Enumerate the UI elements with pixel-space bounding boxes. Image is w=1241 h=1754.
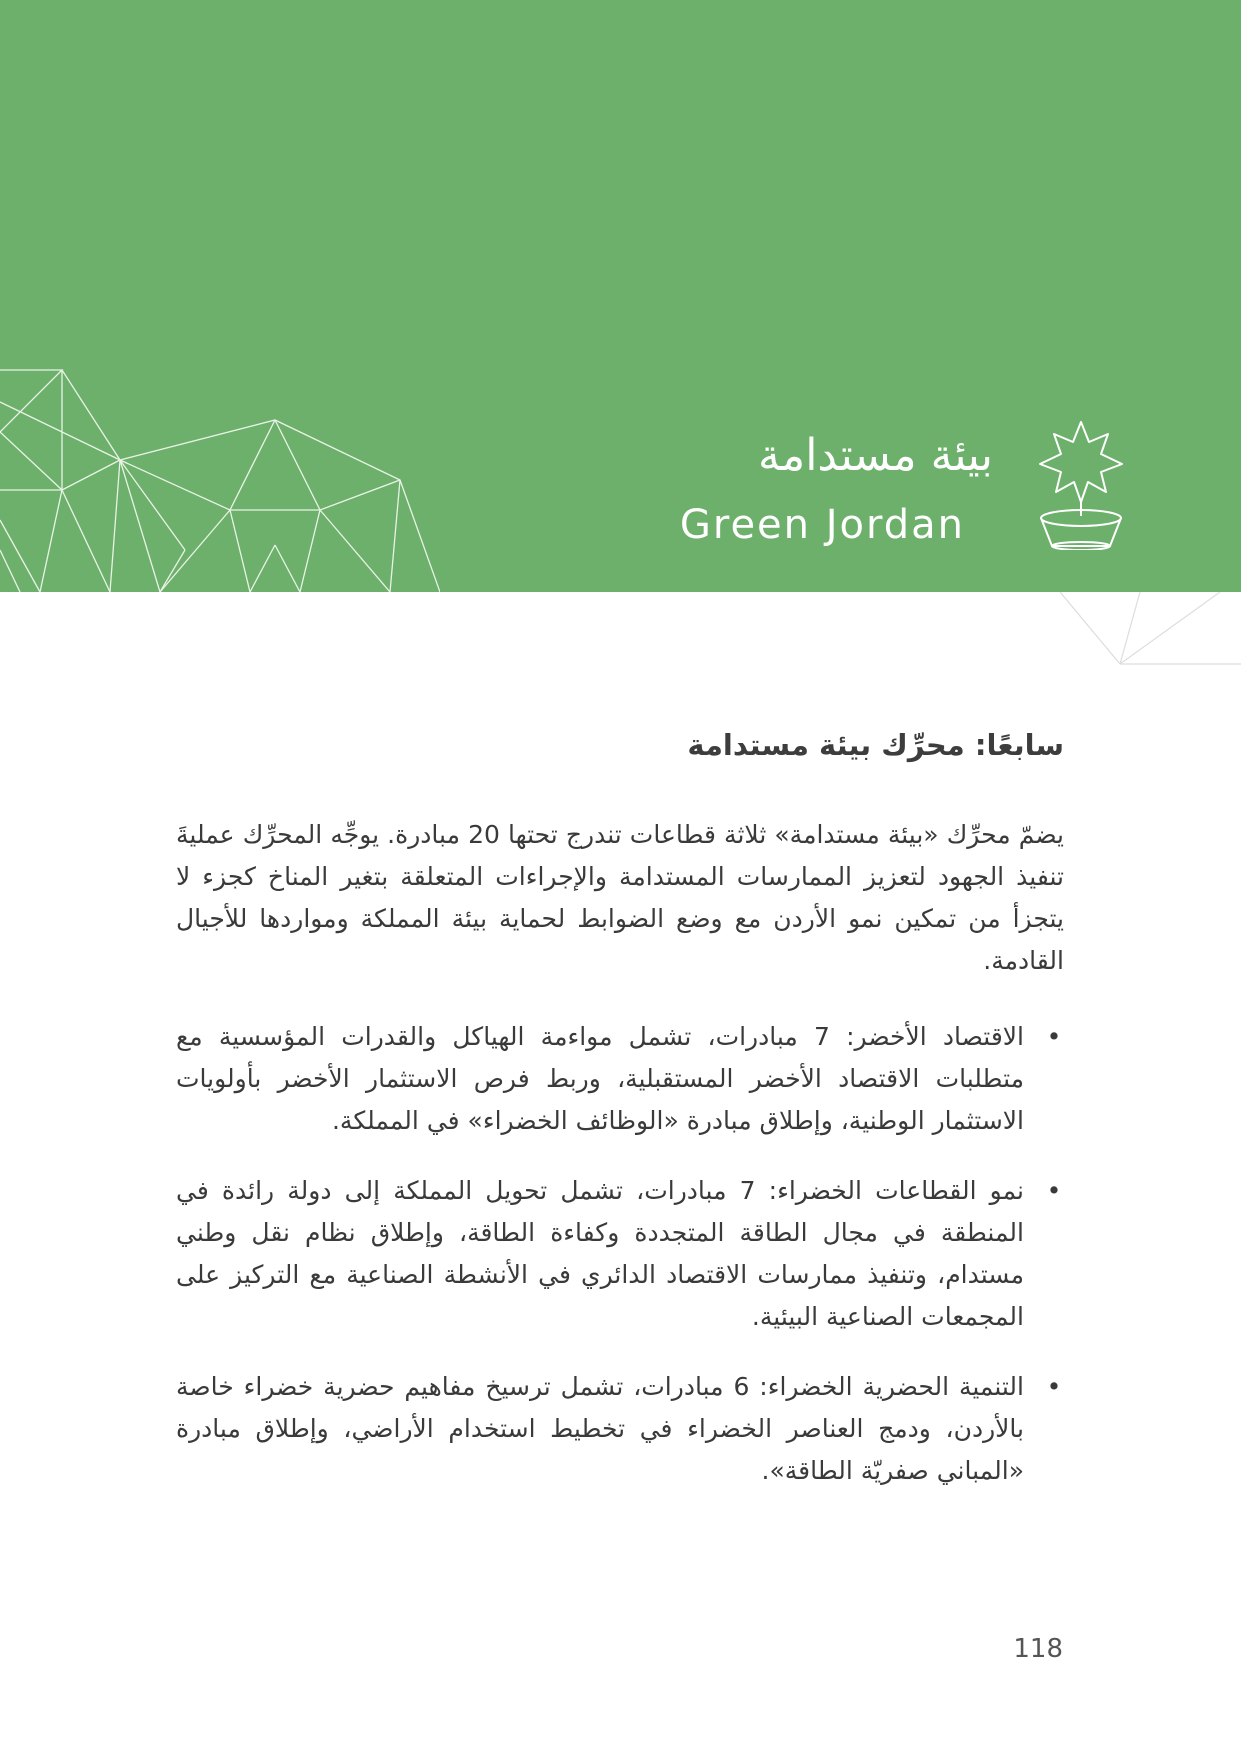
list-item-green-sectors (176, 1170, 1064, 1338)
banner-title-english: Green Jordan (679, 502, 965, 548)
bullet-icon: • (1046, 1176, 1062, 1205)
list-item-green-economy (176, 1016, 1064, 1142)
section-heading: سابعًا: محرِّك بيئة مستدامة (687, 728, 1064, 762)
main-content (176, 728, 1064, 1520)
list-item-green-urban (176, 1366, 1064, 1492)
page-number: 118 (1013, 1634, 1063, 1664)
list-item-text: الاقتصاد الأخضر: 7 مبادرات، تشمل مواءمة الهياكل والقدرات المؤسسية مع متطلبات الاقتصاد الأخضر المستقبلية، وربط فرص الاستثمار الأخضر بأولويات الاستثمار الوطنية، وإطلاق مبادرة «الوظائف الخضراء» في المملكة. (176, 1022, 1025, 1135)
initiatives-list (176, 1016, 1064, 1492)
intro-paragraph: يضمّ محرِّك «بيئة مستدامة» ثلاثة قطاعات تندرج تحتها 20 مبادرة. يوجِّه المحرِّك عمليةَ تنفيذ الجهود لتعزيز الممارسات المستدامة والإجراءات المتعلقة بتغير المناخ كجزء لا يتجزأ من تمكين نمو الأردن مع وضع الضوابط لحماية بيئة المملكة ومواردها للأجيال القادمة. (176, 820, 1065, 975)
list-item-text: التنمية الحضرية الخضراء: 6 مبادرات، تشمل ترسيخ مفاهيم حضرية خضراء خاصة بالأردن، ودمج العناصر الخضراء في تخطيط استخدام الأراضي، وإطلاق مبادرة «المباني صفريّة الطاقة». (176, 1372, 1024, 1485)
header-banner (0, 0, 1241, 592)
bullet-icon: • (1046, 1022, 1062, 1051)
banner-title-arabic: بيئة مستدامة (758, 430, 993, 481)
list-item-text: نمو القطاعات الخضراء: 7 مبادرات، تشمل تحويل المملكة إلى دولة رائدة في المنطقة في مجال الطاقة المتجددة وكفاءة الطاقة، وإطلاق نظام نقل وطني مستدام، وتنفيذ ممارسات الاقتصاد الدائري في الأنشطة الصناعية مع التركيز على المجمعات الصناعية البيئية. (176, 1176, 1025, 1331)
bullet-icon: • (1046, 1372, 1062, 1401)
plant-star-icon (1036, 420, 1126, 550)
geometric-pattern-left (0, 360, 440, 592)
geometric-pattern-right (1040, 592, 1241, 672)
